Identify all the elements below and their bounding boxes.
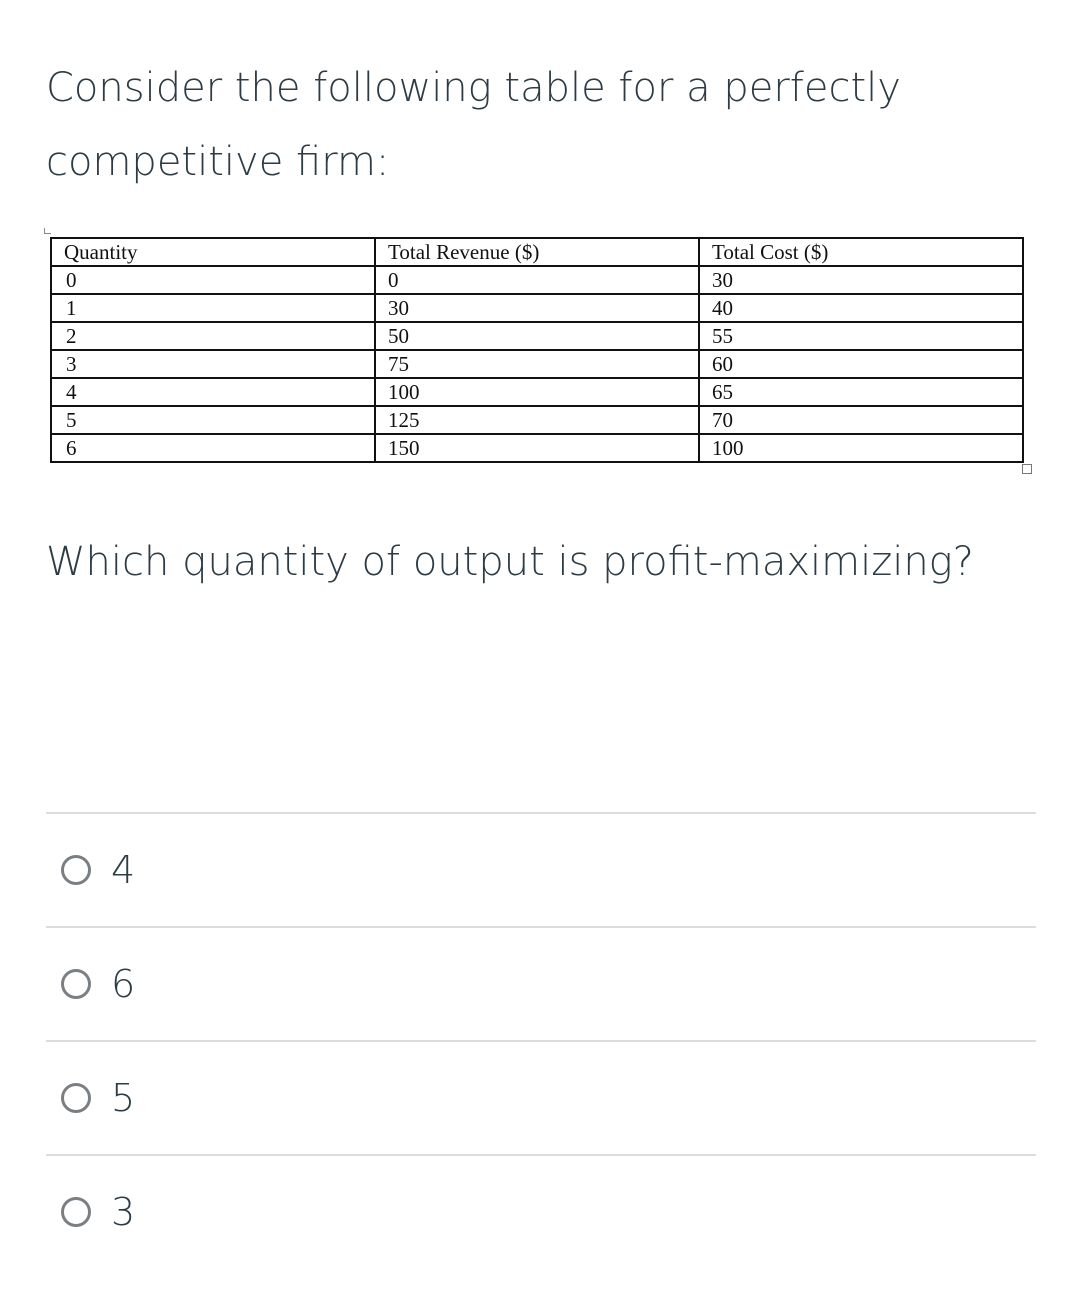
table-row bbox=[51, 434, 1023, 462]
answer-option[interactable] bbox=[46, 1154, 1036, 1268]
cell-total-revenue: 75 bbox=[375, 350, 699, 378]
cell-total-revenue: 150 bbox=[375, 434, 699, 462]
cell-total-revenue: 125 bbox=[375, 406, 699, 434]
cell-total-revenue: 100 bbox=[375, 378, 699, 406]
cell-quantity: 3 bbox=[51, 350, 375, 378]
table-row bbox=[51, 266, 1023, 294]
cell-quantity: 2 bbox=[51, 322, 375, 350]
radio-button-icon[interactable] bbox=[61, 1083, 91, 1113]
header-total-revenue: Total Revenue ($) bbox=[375, 238, 699, 266]
answer-label: 6 bbox=[111, 962, 136, 1006]
table-row bbox=[51, 378, 1023, 406]
cell-total-cost: 100 bbox=[699, 434, 1023, 462]
answer-option[interactable] bbox=[46, 1040, 1036, 1154]
data-table-container bbox=[50, 237, 1022, 463]
cell-total-revenue: 50 bbox=[375, 322, 699, 350]
answer-label: 3 bbox=[111, 1190, 136, 1234]
cell-total-revenue: 30 bbox=[375, 294, 699, 322]
header-total-cost: Total Cost ($) bbox=[699, 238, 1023, 266]
cell-total-cost: 60 bbox=[699, 350, 1023, 378]
cell-total-cost: 65 bbox=[699, 378, 1023, 406]
cell-quantity: 1 bbox=[51, 294, 375, 322]
question-prompt: Which quantity of output is profit-maximizing? bbox=[46, 539, 974, 585]
table-row bbox=[51, 294, 1023, 322]
cell-total-cost: 40 bbox=[699, 294, 1023, 322]
radio-button-icon[interactable] bbox=[61, 855, 91, 885]
cell-quantity: 4 bbox=[51, 378, 375, 406]
answer-label: 4 bbox=[111, 848, 136, 892]
cost-revenue-table bbox=[50, 237, 1024, 463]
answer-options bbox=[46, 812, 1036, 1268]
table-row bbox=[51, 322, 1023, 350]
table-header-row bbox=[51, 238, 1023, 266]
answer-option[interactable] bbox=[46, 926, 1036, 1040]
table-row bbox=[51, 350, 1023, 378]
question-intro: Consider the following table for a perfectly competitive firm: bbox=[46, 65, 901, 185]
cell-quantity: 6 bbox=[51, 434, 375, 462]
table-row bbox=[51, 406, 1023, 434]
table-resize-handle[interactable] bbox=[1022, 464, 1032, 474]
cell-quantity: 0 bbox=[51, 266, 375, 294]
cell-quantity: 5 bbox=[51, 406, 375, 434]
radio-button-icon[interactable] bbox=[61, 969, 91, 999]
cell-total-cost: 70 bbox=[699, 406, 1023, 434]
table-anchor-mark bbox=[44, 228, 51, 234]
header-quantity: Quantity bbox=[51, 238, 375, 266]
cell-total-revenue: 0 bbox=[375, 266, 699, 294]
cell-total-cost: 55 bbox=[699, 322, 1023, 350]
answer-option[interactable] bbox=[46, 812, 1036, 926]
radio-button-icon[interactable] bbox=[61, 1197, 91, 1227]
cell-total-cost: 30 bbox=[699, 266, 1023, 294]
answer-label: 5 bbox=[111, 1076, 136, 1120]
